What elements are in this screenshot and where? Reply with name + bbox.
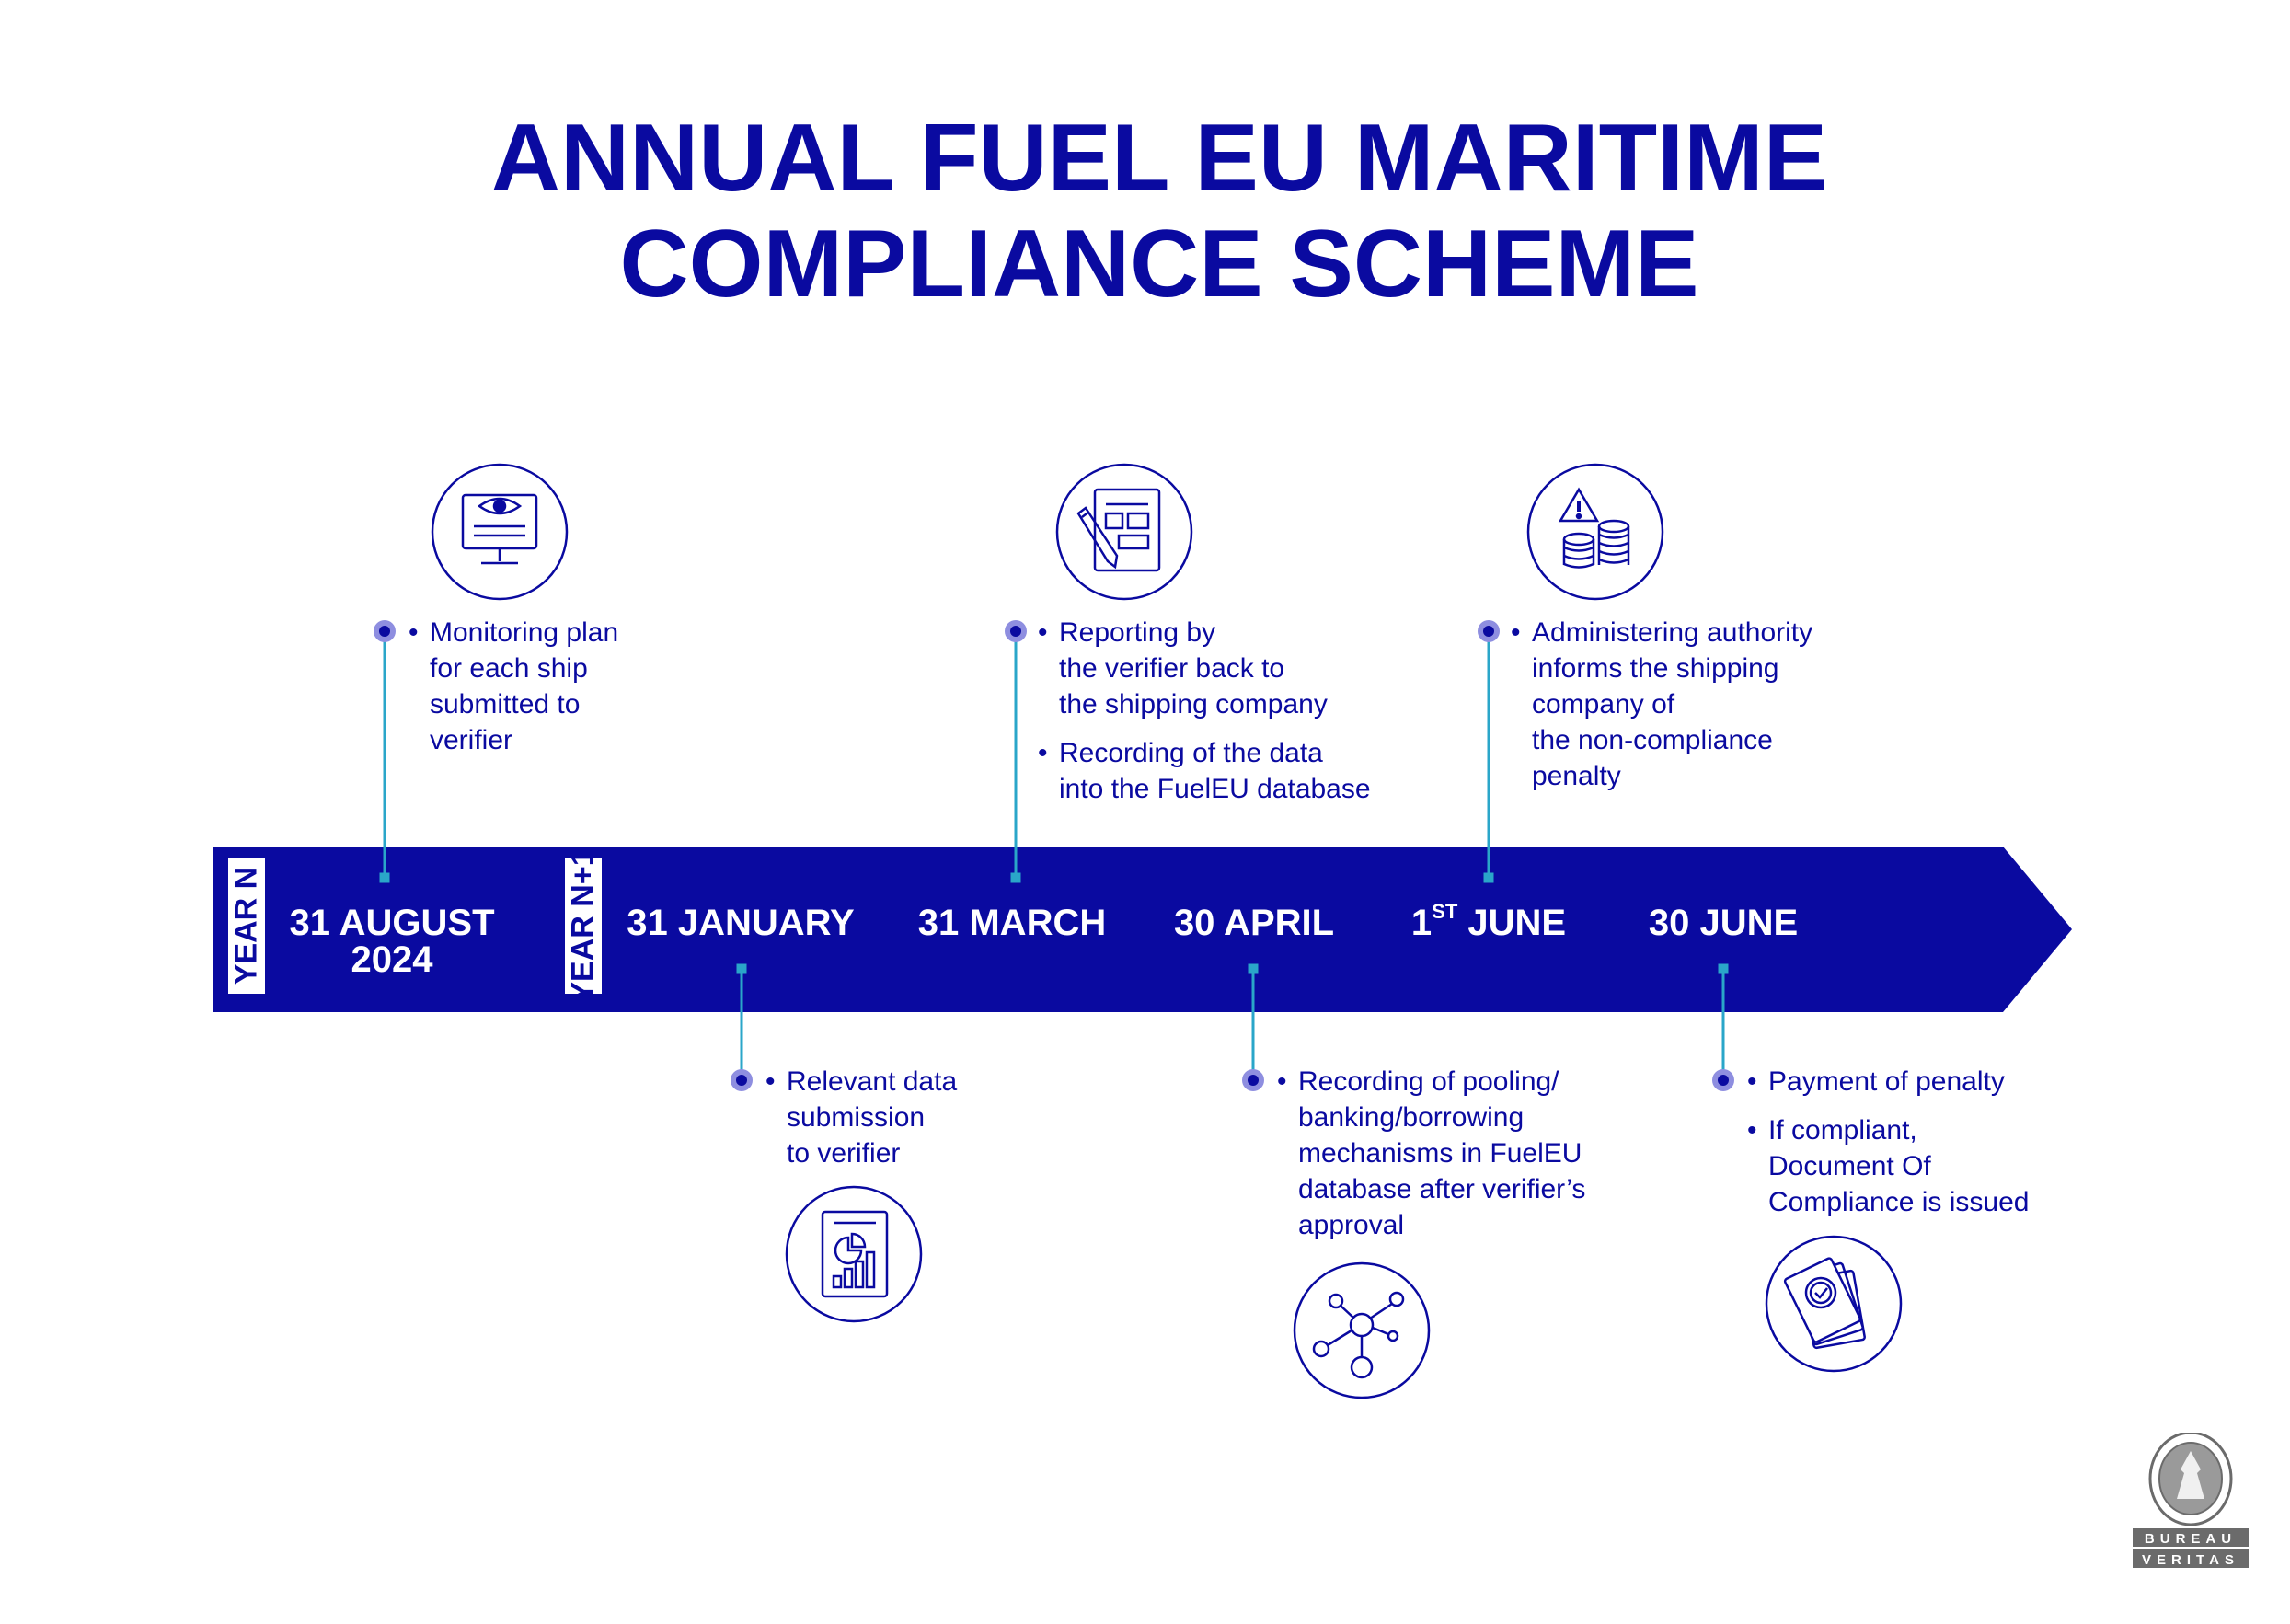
connector-jun1 bbox=[1488, 631, 1490, 878]
connector-mar-marker bbox=[1011, 873, 1021, 883]
connector-apr bbox=[1252, 969, 1255, 1080]
timeline-dot-jun1 bbox=[1478, 620, 1500, 642]
timeline-dot-jan bbox=[731, 1069, 753, 1091]
event-text-jan bbox=[765, 1064, 1069, 1184]
date-jun1-number: 1 bbox=[1410, 903, 1433, 943]
event-text-aug bbox=[409, 615, 712, 771]
connector-aug-marker bbox=[380, 873, 390, 883]
date-30-june: 30 JUNE bbox=[1648, 903, 1799, 943]
date-30-april: 30 APRIL bbox=[1173, 903, 1335, 943]
event-aug-bullet-1: • Monitoring plan for each ship submitted to verifier bbox=[409, 615, 712, 758]
event-mar-bullet-2: • Recording of the data into the FuelEU database bbox=[1038, 735, 1424, 807]
date-31-march: 31 MARCH bbox=[917, 903, 1107, 943]
date-31-august-2024 bbox=[289, 904, 494, 978]
title-line-1: ANNUAL FUEL EU MARITIME bbox=[490, 105, 1828, 212]
year-n-tag bbox=[228, 858, 265, 994]
date-jun1-month: JUNE bbox=[1467, 903, 1567, 943]
event-jun1-bullet-1: • Administering authority informs the shipping company of the non-compliance penalty bbox=[1511, 615, 1879, 794]
network-nodes-icon bbox=[1292, 1261, 1432, 1400]
year-n1-label: YEAR N+1 bbox=[565, 848, 601, 1003]
date-1st-june bbox=[1410, 900, 1567, 943]
event-text-jun1 bbox=[1511, 615, 1879, 807]
timeline-dot-aug bbox=[374, 620, 396, 642]
connector-jan bbox=[741, 969, 743, 1080]
event-text-jun30 bbox=[1747, 1064, 2097, 1233]
date-jun1-suffix: ST bbox=[1432, 900, 1458, 923]
date-aug-line-2: 2024 bbox=[351, 939, 433, 980]
date-31-january: 31 JANUARY bbox=[627, 903, 855, 943]
connector-mar bbox=[1015, 631, 1018, 878]
event-jun30-bullet-2: • If compliant, Document Of Compliance is issued bbox=[1747, 1112, 2097, 1220]
bureau-veritas-seal-icon bbox=[2133, 1433, 2249, 1569]
connector-jan-marker bbox=[737, 964, 747, 974]
connector-jun1-marker bbox=[1484, 873, 1494, 883]
logo-line-2: VERITAS bbox=[2142, 1552, 2239, 1568]
certificate-documents-icon bbox=[1764, 1234, 1904, 1374]
timeline-dot-jun30 bbox=[1712, 1069, 1734, 1091]
document-pen-icon bbox=[1054, 462, 1194, 602]
connector-jun30 bbox=[1722, 969, 1725, 1080]
event-text-apr bbox=[1277, 1064, 1645, 1256]
event-apr-bullet-1: • Recording of pooling/ banking/borrowing mechanisms in FuelEU database after verifier’s approval bbox=[1277, 1064, 1645, 1243]
page-title bbox=[0, 106, 2290, 317]
warning-coins-icon bbox=[1525, 462, 1665, 602]
year-n1-tag bbox=[565, 848, 602, 1003]
connector-jun30-marker bbox=[1719, 964, 1729, 974]
timeline-dot-mar bbox=[1005, 620, 1027, 642]
data-report-chart-icon bbox=[784, 1184, 924, 1324]
event-text-mar bbox=[1038, 615, 1424, 820]
title-line-2: COMPLIANCE SCHEME bbox=[619, 211, 1699, 317]
connector-aug bbox=[384, 631, 386, 878]
date-aug-line-1: 31 AUGUST bbox=[289, 903, 495, 943]
event-mar-bullet-1: • Reporting by the verifier back to the shipping company bbox=[1038, 615, 1424, 722]
year-n-label: YEAR N bbox=[228, 866, 264, 985]
event-jan-bullet-1: • Relevant data submission to verifier bbox=[765, 1064, 1069, 1171]
timeline-dot-apr bbox=[1242, 1069, 1264, 1091]
monitoring-screen-eye-icon bbox=[430, 462, 570, 602]
event-jun30-bullet-1: • Payment of penalty bbox=[1747, 1064, 2097, 1100]
connector-apr-marker bbox=[1249, 964, 1259, 974]
logo-line-1: BUREAU bbox=[2144, 1531, 2238, 1547]
